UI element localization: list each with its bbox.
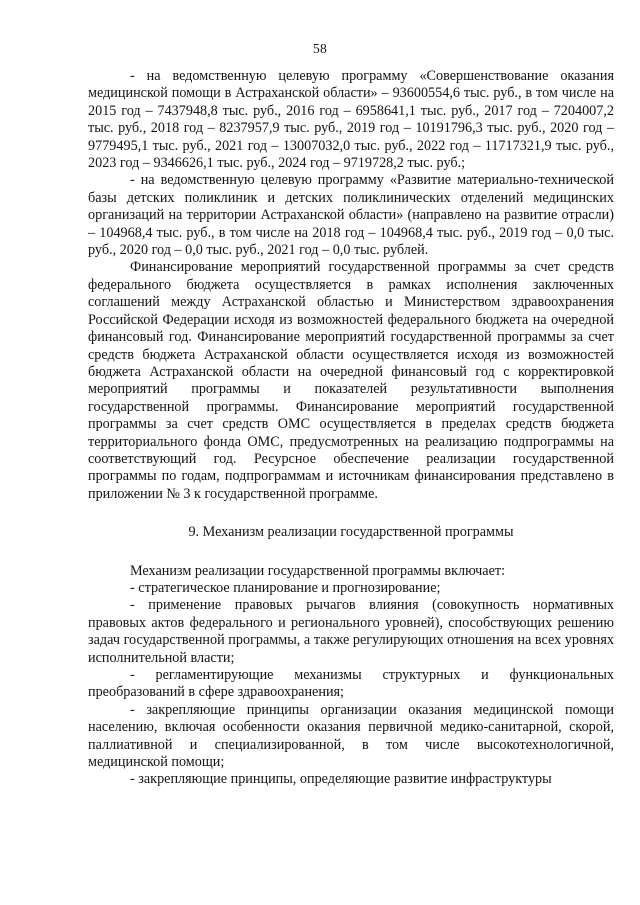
paragraph-program-financing-2: - на ведомственную целевую программу «Развитие материально-технической базы детских поликлиник и детских поликлинических отделений медицинских организаций на территории Астраханской области» (направлено на развитие отрасли) – 104968,4 тыс. руб., в том числе на 2018 год – 104968,4 тыс. руб., 2019 год – 0,0 тыс. руб., 2020 год – 0,0 тыс. руб., 2021 год – 0,0 тыс. рублей. [88, 172, 614, 259]
paragraph-financing-sources: Финансирование мероприятий государственной программы за счет средств федерального бюджета осуществляется в рамках исполнения заключенных соглашений между Астраханской областью и Министерством здравоохранения Российской Федерации исходя из возможностей федерального бюджета на очередной финансовый год. Финансирование мероприятий государственной программы за счет средств бюджета Астраханской области осуществляется исходя из возможностей бюджета Астраханской области на очередной финансовый год с корректировкой мероприятий программы и показателей результативности выполнения государственной программы. Финансирование мероприятий государственной программы за счет средств ОМС осуществляется в пределах средств бюджета территориального фонда ОМС, предусмотренных на реализацию подпрограммы на соответствующий год. Ресурсное обеспечение реализации государственной программы по годам, подпрограммам и источникам финансирования представлено в приложении № 3 к государственной программе. [88, 259, 614, 502]
list-item-strategic-planning: - стратегическое планирование и прогнозирование; [130, 579, 441, 596]
list-item-regulatory-mechanisms: - регламентирующие механизмы структурных и функциональных преобразований в сфере здравоохранения; [88, 667, 614, 701]
document-body [88, 68, 614, 789]
list-item-legal-levers: - применение правовых рычагов влияния (совокупность нормативных правовых актов федерального и регионального уровней), способствующих решению задач государственной программы, а также регулирующих отношения на всех уровнях исполнительной власти; [88, 597, 614, 666]
list-item-infrastructure-principles: - закрепляющие принципы, определяющие развитие инфраструктуры [130, 771, 552, 788]
page-number: 58 [312, 41, 328, 56]
list-item-care-principles: - закрепляющие принципы организации оказания медицинской помощи населению, включая особенности оказания первичной медико-санитарной, скорой, паллиативной и специализированной, в том числе высокотехнологичной, медицинской помощи; [88, 701, 614, 771]
paragraph-program-financing-1: - на ведомственную целевую программу «Совершенствование оказания медицинской помощи в Астраханской области» – 93600554,6 тыс. руб., в том числе на 2015 год – 7437948,8 тыс. руб., 2016 год – 6958641,1 тыс. руб., 2017 год – 7204007,2 тыс. руб., 2018 год – 8237957,9 тыс. руб., 2019 год – 10191796,3 тыс. руб., 2020 год – 9779495,1 тыс. руб., 2021 год – 13007032,0 тыс. руб., 2022 год – 11717321,9 тыс. руб., 2023 год – 9346626,1 тыс. руб., 2024 год – 9719728,2 тыс. руб.; [88, 68, 614, 172]
paragraph-mechanism-intro: Механизм реализации государственной программы включает: [130, 562, 506, 579]
section-heading: 9. Механизм реализации государственной программы [188, 524, 514, 541]
